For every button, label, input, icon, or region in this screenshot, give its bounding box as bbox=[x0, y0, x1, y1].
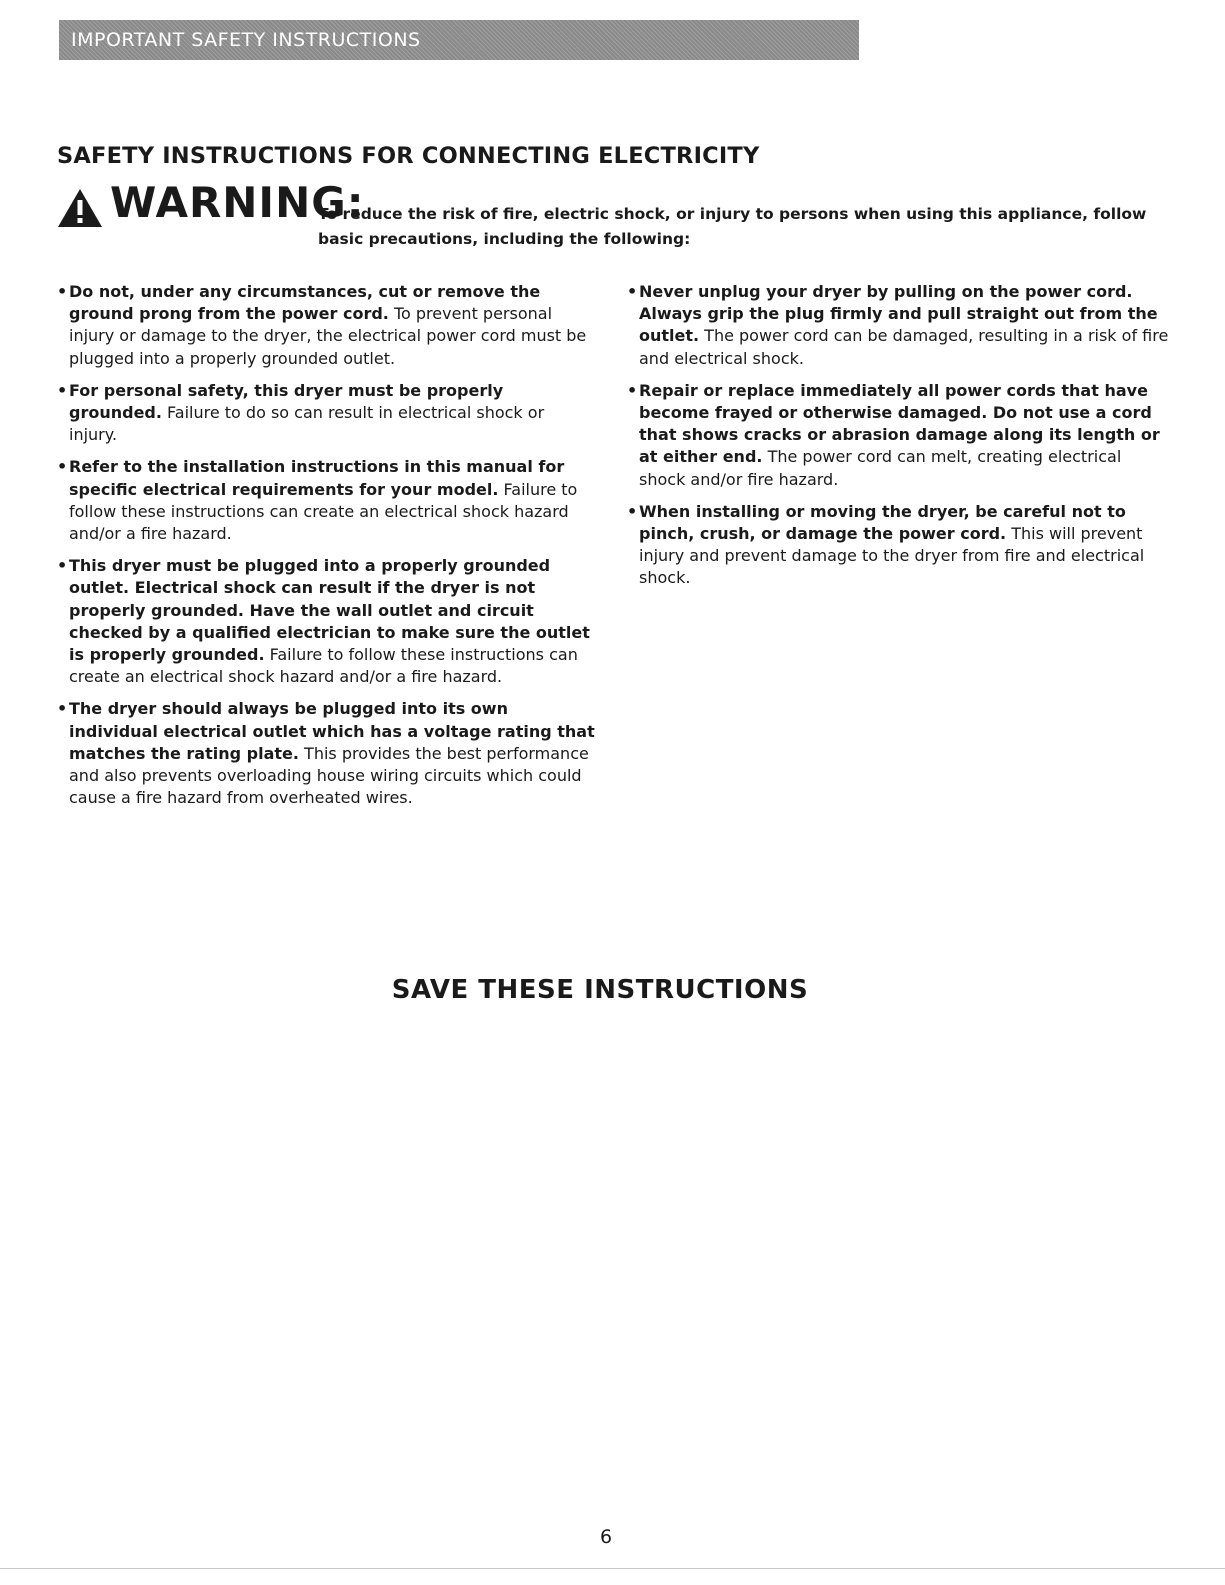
item-bold-text: Repair or replace immediately all power cords that have become frayed or otherwise damaged. Do not use a cord that shows cracks or abrasion damage along its length or at either end. bbox=[639, 380, 1160, 467]
bullet: • bbox=[627, 380, 638, 400]
list-item bbox=[57, 281, 597, 370]
warning-label: WARNING: bbox=[110, 178, 365, 227]
item-bold-text: For personal safety, this dryer must be properly grounded. bbox=[69, 380, 504, 423]
warning-triangle-icon bbox=[57, 188, 103, 228]
warning-block bbox=[57, 178, 1177, 258]
item-text: Failure to follow these instructions can create an electrical shock hazard and/or a fire hazard. bbox=[69, 645, 578, 687]
item-text: Failure to follow these instructions can create an electrical shock hazard and/or a fire hazard. bbox=[69, 479, 578, 544]
item-text: To prevent personal injury or damage to the dryer, the electrical power cord must be plugged into a properly grounded outlet. bbox=[69, 304, 587, 368]
item-text: The power cord can be damaged, resulting in a risk of fire and electrical shock. bbox=[639, 326, 1169, 368]
item-text: Failure to do so can result in electrical shock or injury. bbox=[69, 403, 545, 445]
bullet: • bbox=[57, 556, 68, 576]
list-item bbox=[627, 380, 1172, 491]
bullet: • bbox=[627, 282, 638, 301]
left-column bbox=[57, 281, 597, 819]
bottom-divider bbox=[0, 1568, 1225, 1569]
bullet: • bbox=[57, 457, 68, 477]
list-item bbox=[627, 281, 1172, 370]
section-title: SAFETY INSTRUCTIONS FOR CONNECTING ELECTRICITY bbox=[57, 143, 760, 169]
bullet: • bbox=[57, 282, 68, 301]
list-item bbox=[627, 501, 1172, 590]
right-column bbox=[627, 281, 1172, 600]
list-item bbox=[57, 380, 597, 447]
list-item bbox=[57, 698, 597, 809]
list-item bbox=[57, 555, 597, 688]
item-text: This will prevent injury and prevent damage to the dryer from fire and electrical shock. bbox=[639, 524, 1145, 588]
item-bold-text: Do not, under any circumstances, cut or remove the ground prong from the power cord. bbox=[69, 282, 541, 324]
item-bold-text: Refer to the installation instructions in this manual for specific electrical requirements for your model. bbox=[69, 457, 565, 499]
item-bold-text: Never unplug your dryer by pulling on the power cord. Always grip the plug firmly and pull straight out from the outlet. bbox=[639, 282, 1158, 346]
item-text: This provides the best performance and also prevents overloading house wiring circuits which could cause a fire hazard from overheated wires. bbox=[69, 743, 589, 808]
save-instructions-title: SAVE THESE INSTRUCTIONS bbox=[391, 975, 809, 1005]
banner-title: IMPORTANT SAFETY INSTRUCTIONS bbox=[71, 29, 421, 51]
list-item bbox=[57, 456, 597, 545]
header-banner bbox=[59, 20, 859, 60]
bullet: • bbox=[57, 699, 68, 719]
item-bold-text: The dryer should always be plugged into its own individual electrical outlet which has a voltage rating that matches the rating plate. bbox=[69, 699, 595, 763]
warning-text: To reduce the risk of fire, electric shock, or injury to persons when using this appliance, follow basic precautions, including the following: bbox=[318, 205, 1147, 248]
page-number: 6 bbox=[599, 1526, 613, 1548]
item-bold-text: This dryer must be plugged into a properly grounded outlet. Electrical shock can result if the dryer is not properly grounded. Have the wall outlet and circuit checked by a qualified electrician to make sure the outlet is properly grounded. bbox=[69, 556, 590, 665]
bullet: • bbox=[57, 380, 68, 400]
item-text: The power cord can melt, creating electrical shock and/or fire hazard. bbox=[639, 447, 1122, 489]
item-bold-text: When installing or moving the dryer, be careful not to pinch, crush, or damage the power cord. bbox=[639, 501, 1126, 544]
bullet: • bbox=[627, 501, 638, 521]
